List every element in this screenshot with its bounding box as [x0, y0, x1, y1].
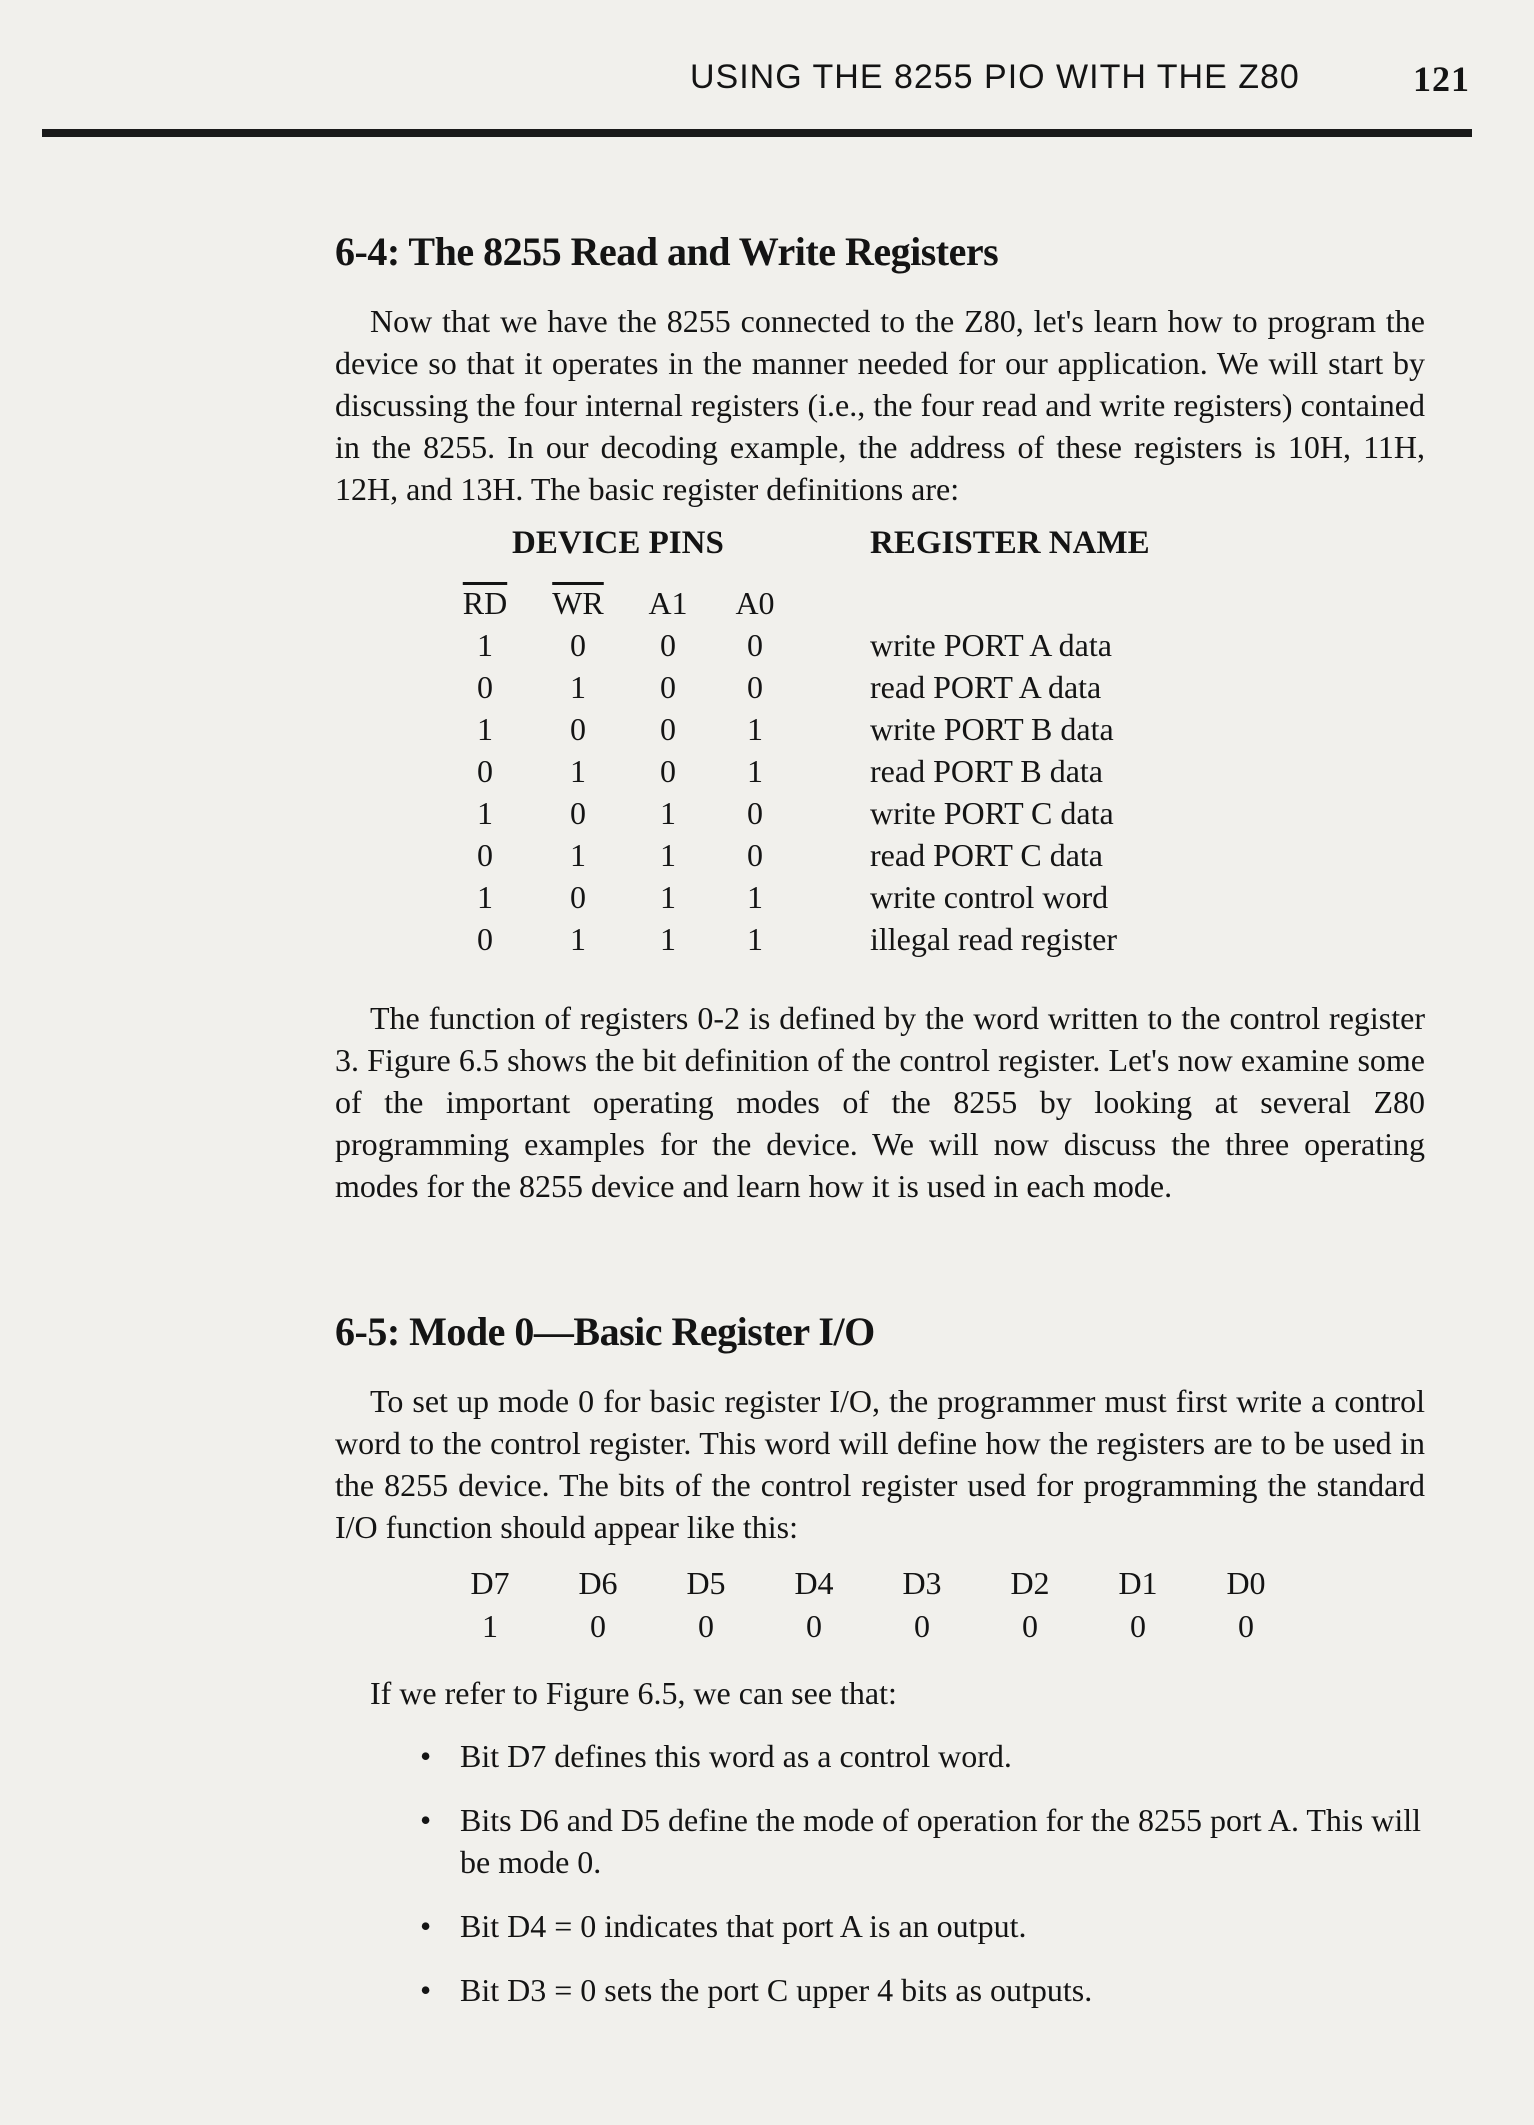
pin-header-row [455, 585, 855, 625]
pin-value-a1: 0 [660, 711, 676, 747]
register-rows [455, 627, 1215, 963]
pin-value-a0: 1 [747, 879, 763, 915]
bit-label-d6: D6 [578, 1565, 618, 1601]
register-row [455, 711, 1215, 753]
bullet-icon: • [420, 1802, 432, 1838]
bullet-icon: • [420, 1738, 432, 1774]
section-heading-6-4: 6-4: The 8255 Read and Write Registers [335, 229, 999, 274]
refer-line: If we refer to Figure 6.5, we can see that: [370, 1675, 897, 1711]
pin-value-wr: 1 [570, 669, 586, 705]
bullet-icon: • [420, 1972, 432, 2008]
bit-label-d0: D0 [1226, 1565, 1266, 1601]
running-head [690, 58, 1470, 108]
bit-label-d2: D2 [1010, 1565, 1050, 1601]
bit-value-d3: 0 [914, 1608, 930, 1644]
pin-label-a1: A1 [648, 585, 688, 621]
pin-value-wr: 0 [570, 711, 586, 747]
pin-value-a1: 0 [660, 627, 676, 663]
running-title: USING THE 8255 PIO WITH THE Z80 [690, 58, 1300, 96]
pin-value-a0: 0 [747, 627, 763, 663]
bit-label-d7: D7 [470, 1565, 510, 1601]
bullet-text: Bit D3 = 0 sets the port C upper 4 bits as outputs. [460, 1972, 1093, 2008]
pin-value-a1: 0 [660, 669, 676, 705]
pin-label-rd: $\overline{RD}$ [462, 585, 508, 621]
register-name-header: REGISTER NAME [870, 525, 1150, 561]
section-6-5-intro: To set up mode 0 for basic register I/O, the programmer must first write a control word to the control register. This word will define how the registers are to be used in the 8255 device. The bits of the control register used for programming the standard I/O function should appear like this: [335, 1383, 1425, 1545]
bullet-text: Bit D7 defines this word as a control word. [460, 1738, 1012, 1774]
register-name: write control word [870, 879, 1109, 915]
register-name: illegal read register [870, 921, 1117, 957]
list-item [420, 1905, 1430, 1947]
pin-value-rd: 0 [477, 921, 493, 957]
pin-value-a0: 0 [747, 669, 763, 705]
register-name: read PORT A data [870, 669, 1102, 705]
pin-value-a1: 1 [660, 837, 676, 873]
pin-value-rd: 0 [477, 669, 493, 705]
pin-value-a0: 0 [747, 837, 763, 873]
bullet-text: Bit D4 = 0 indicates that port A is an output. [460, 1908, 1027, 1944]
bit-value-d5: 0 [698, 1608, 714, 1644]
register-table [455, 525, 1215, 975]
pin-value-wr: 0 [570, 627, 586, 663]
bit-label-d3: D3 [902, 1565, 942, 1601]
pin-value-a0: 0 [747, 795, 763, 831]
pin-value-rd: 1 [477, 795, 493, 831]
pin-value-rd: 1 [477, 711, 493, 747]
device-pins-header: DEVICE PINS [512, 525, 724, 561]
header-rule [42, 129, 1472, 137]
register-row [455, 795, 1215, 837]
section-6-4-intro: Now that we have the 8255 connected to the Z80, let's learn how to program the device so that it operates in the manner needed for our application. We will start by discussing the four internal registers (i.e., the four read and write registers) contained in the 8255. In our decoding example, the address of these registers is 10H, 11H, 12H, and 13H. The basic register definitions are: [335, 303, 1425, 507]
pin-value-rd: 1 [477, 627, 493, 663]
pin-value-wr: 1 [570, 921, 586, 957]
register-name: read PORT B data [870, 753, 1103, 789]
pin-value-rd: 1 [477, 879, 493, 915]
register-row [455, 921, 1215, 963]
pin-value-rd: 0 [477, 753, 493, 789]
pin-value-wr: 1 [570, 753, 586, 789]
bullet-list [420, 1735, 1430, 2033]
pin-value-wr: 0 [570, 879, 586, 915]
section-6-4-after-table: The function of registers 0-2 is defined by the word written to the control register 3. Figure 6.5 shows the bit definition of the control register. Let's now examine some of the important operating modes of the 8255 by looking at several Z80 programming examples for the device. We will now discuss the three operating modes for the 8255 device and learn how it is used in each mode. [335, 1000, 1425, 1204]
register-name: write PORT C data [870, 795, 1114, 831]
pin-value-a1: 0 [660, 753, 676, 789]
pin-label-a0: A0 [735, 585, 775, 621]
bit-label-d4: D4 [794, 1565, 834, 1601]
pin-value-a0: 1 [747, 711, 763, 747]
bit-label-d1: D1 [1118, 1565, 1158, 1601]
list-item [420, 1735, 1430, 1777]
section-heading-6-5: 6-5: Mode 0—Basic Register I/O [335, 1309, 875, 1354]
register-name: read PORT C data [870, 837, 1103, 873]
register-row [455, 879, 1215, 921]
register-row [455, 837, 1215, 879]
bit-label-d5: D5 [686, 1565, 726, 1601]
bit-value-d6: 0 [590, 1608, 606, 1644]
control-word-bits [460, 1565, 1280, 1655]
page-number: 121 [1413, 59, 1470, 99]
list-item [420, 1799, 1430, 1883]
pin-value-a1: 1 [660, 879, 676, 915]
bit-value-d2: 0 [1022, 1608, 1038, 1644]
bullet-text: Bits D6 and D5 define the mode of operation for the 8255 port A. This will be mode 0. [460, 1802, 1422, 1880]
register-name: write PORT B data [870, 711, 1114, 747]
bit-value-d4: 0 [806, 1608, 822, 1644]
pin-value-a1: 1 [660, 921, 676, 957]
register-name: write PORT A data [870, 627, 1112, 663]
pin-label-wr: $\overline{WR}$ [552, 585, 604, 621]
pin-value-wr: 1 [570, 837, 586, 873]
register-row [455, 669, 1215, 711]
bullet-icon: • [420, 1908, 432, 1944]
bit-value-d1: 0 [1130, 1608, 1146, 1644]
list-item [420, 1969, 1430, 2011]
pin-value-a0: 1 [747, 921, 763, 957]
pin-value-a0: 1 [747, 753, 763, 789]
bit-value-d0: 0 [1238, 1608, 1254, 1644]
register-row [455, 753, 1215, 795]
pin-value-a1: 1 [660, 795, 676, 831]
bit-value-d7: 1 [482, 1608, 498, 1644]
pin-value-rd: 0 [477, 837, 493, 873]
pin-value-wr: 0 [570, 795, 586, 831]
register-row [455, 627, 1215, 669]
